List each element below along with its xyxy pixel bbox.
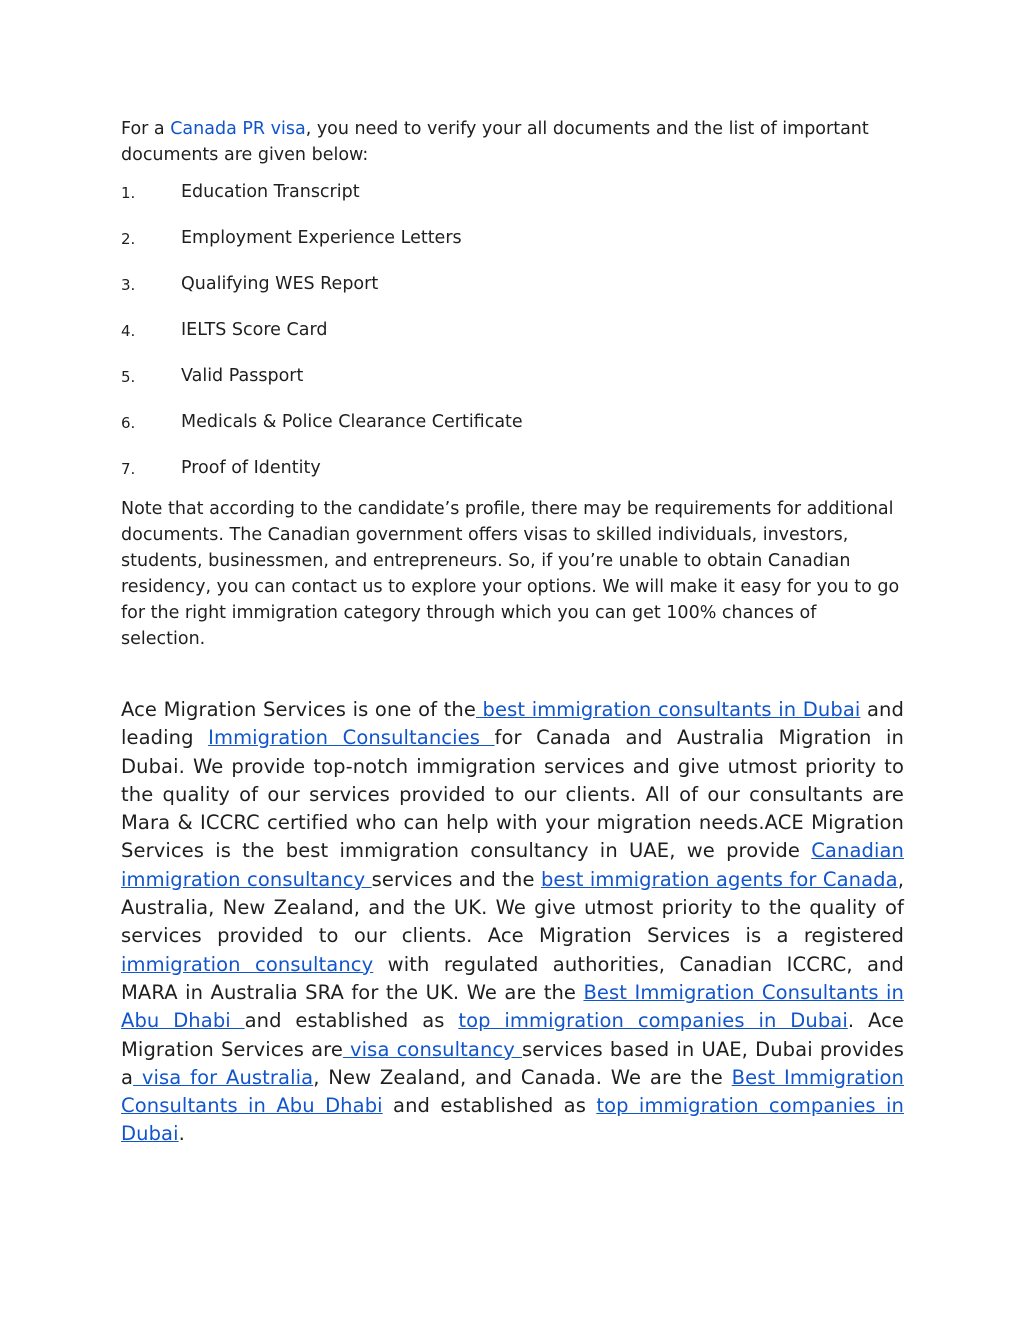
- best-immigration-consultants-dubai-link[interactable]: best immigration consultants in Dubai: [475, 698, 861, 721]
- about-text: and established as: [382, 1094, 597, 1118]
- list-label: Medicals & Police Clearance Certificate: [181, 412, 523, 432]
- list-item: [121, 409, 904, 455]
- list-item: [121, 225, 904, 271]
- intro-prefix: For a: [121, 119, 165, 139]
- list-item: [121, 271, 904, 317]
- intro-paragraph: [121, 116, 904, 168]
- about-text: services based in UAE, Dubai provides a: [121, 1037, 905, 1089]
- list-label: IELTS Score Card: [181, 320, 328, 340]
- about-text: for Canada and Australia Migration in Dubai. We provide top-notch immigration services and give utmost priority to the quality of our services provided to our clients. All of our consultants are Mara & ICCRC certified who can help with your migration needs.ACE Migration Services is the best immigration consultancy in UAE, we provide: [121, 726, 904, 863]
- immigration-consultancies-link[interactable]: Immigration Consultancies: [208, 726, 495, 750]
- top-immigration-companies-dubai-link-2[interactable]: top immigration companies in Dubai: [121, 1094, 905, 1146]
- about-text: and leading: [121, 698, 904, 750]
- about-text: .: [178, 1122, 185, 1146]
- visa-for-australia-link[interactable]: visa for Australia: [133, 1065, 314, 1089]
- about-text: services and the: [371, 867, 541, 891]
- list-number: 3.: [121, 276, 136, 294]
- about-text: , New Zealand, and Canada. We are the: [313, 1065, 732, 1089]
- about-text: and established as: [244, 1009, 459, 1033]
- list-label: Education Transcript: [181, 182, 360, 202]
- list-label: Proof of Identity: [181, 458, 321, 478]
- best-immigration-consultants-abu-dhabi-link[interactable]: Best Immigration Consultants in Abu Dhabi: [121, 980, 904, 1033]
- list-item: [121, 363, 904, 409]
- about-text: , Australia, New Zealand, and the UK. We give utmost priority to the quality of services provided to our clients. Ace Migration Services is a registered: [121, 867, 905, 948]
- note-paragraph: Note that according to the candidate’s profile, there may be requirements for additional documents. The Canadian government offers visas to skilled individuals, investors, students, businessmen, and entrepreneurs. So, if you’re unable to obtain Canadian residency, you can contact us to explore your options. We will make it easy for you to go for the right immigration category through which you can get 100% chances of selection.: [121, 499, 900, 649]
- immigration-consultancy-link[interactable]: immigration consultancy: [121, 952, 374, 976]
- visa-consultancy-link[interactable]: visa consultancy: [342, 1037, 522, 1061]
- list-number: 4.: [121, 322, 136, 340]
- list-number: 6.: [121, 414, 136, 432]
- list-item: [121, 317, 904, 363]
- document-page: [121, 116, 904, 1149]
- canadian-immigration-consultancy-link[interactable]: Canadian immigration consultancy: [121, 839, 904, 891]
- list-number: 1.: [121, 184, 136, 202]
- list-label: Valid Passport: [181, 366, 304, 386]
- list-item: [121, 455, 904, 501]
- list-number: 5.: [121, 368, 136, 386]
- list-item: [121, 179, 904, 225]
- list-number: 7.: [121, 460, 136, 478]
- about-text: Ace Migration Services is one of the: [121, 698, 476, 721]
- list-label: Employment Experience Letters: [181, 228, 462, 248]
- list-number: 2.: [121, 230, 136, 248]
- intro-suffix: , you need to verify your all documents and the list of important documents are given below:: [121, 119, 869, 165]
- best-immigration-agents-canada-link[interactable]: best immigration agents for Canada: [540, 867, 898, 891]
- about-paragraph: [121, 696, 904, 1149]
- about-text: . Ace Migration Services are: [121, 1009, 904, 1061]
- list-label: Qualifying WES Report: [181, 274, 379, 294]
- about-text: with regulated authorities, Canadian ICCRC, and MARA in Australia SRA for the UK. We are the: [121, 952, 904, 1004]
- documents-list: [121, 179, 904, 501]
- top-immigration-companies-dubai-link[interactable]: top immigration companies in Dubai: [458, 1009, 848, 1033]
- canada-pr-visa-link[interactable]: Canada PR visa: [164, 119, 306, 139]
- best-immigration-consultants-abu-dhabi-link-2[interactable]: Best Immigration Consultants in Abu Dhabi: [121, 1065, 904, 1118]
